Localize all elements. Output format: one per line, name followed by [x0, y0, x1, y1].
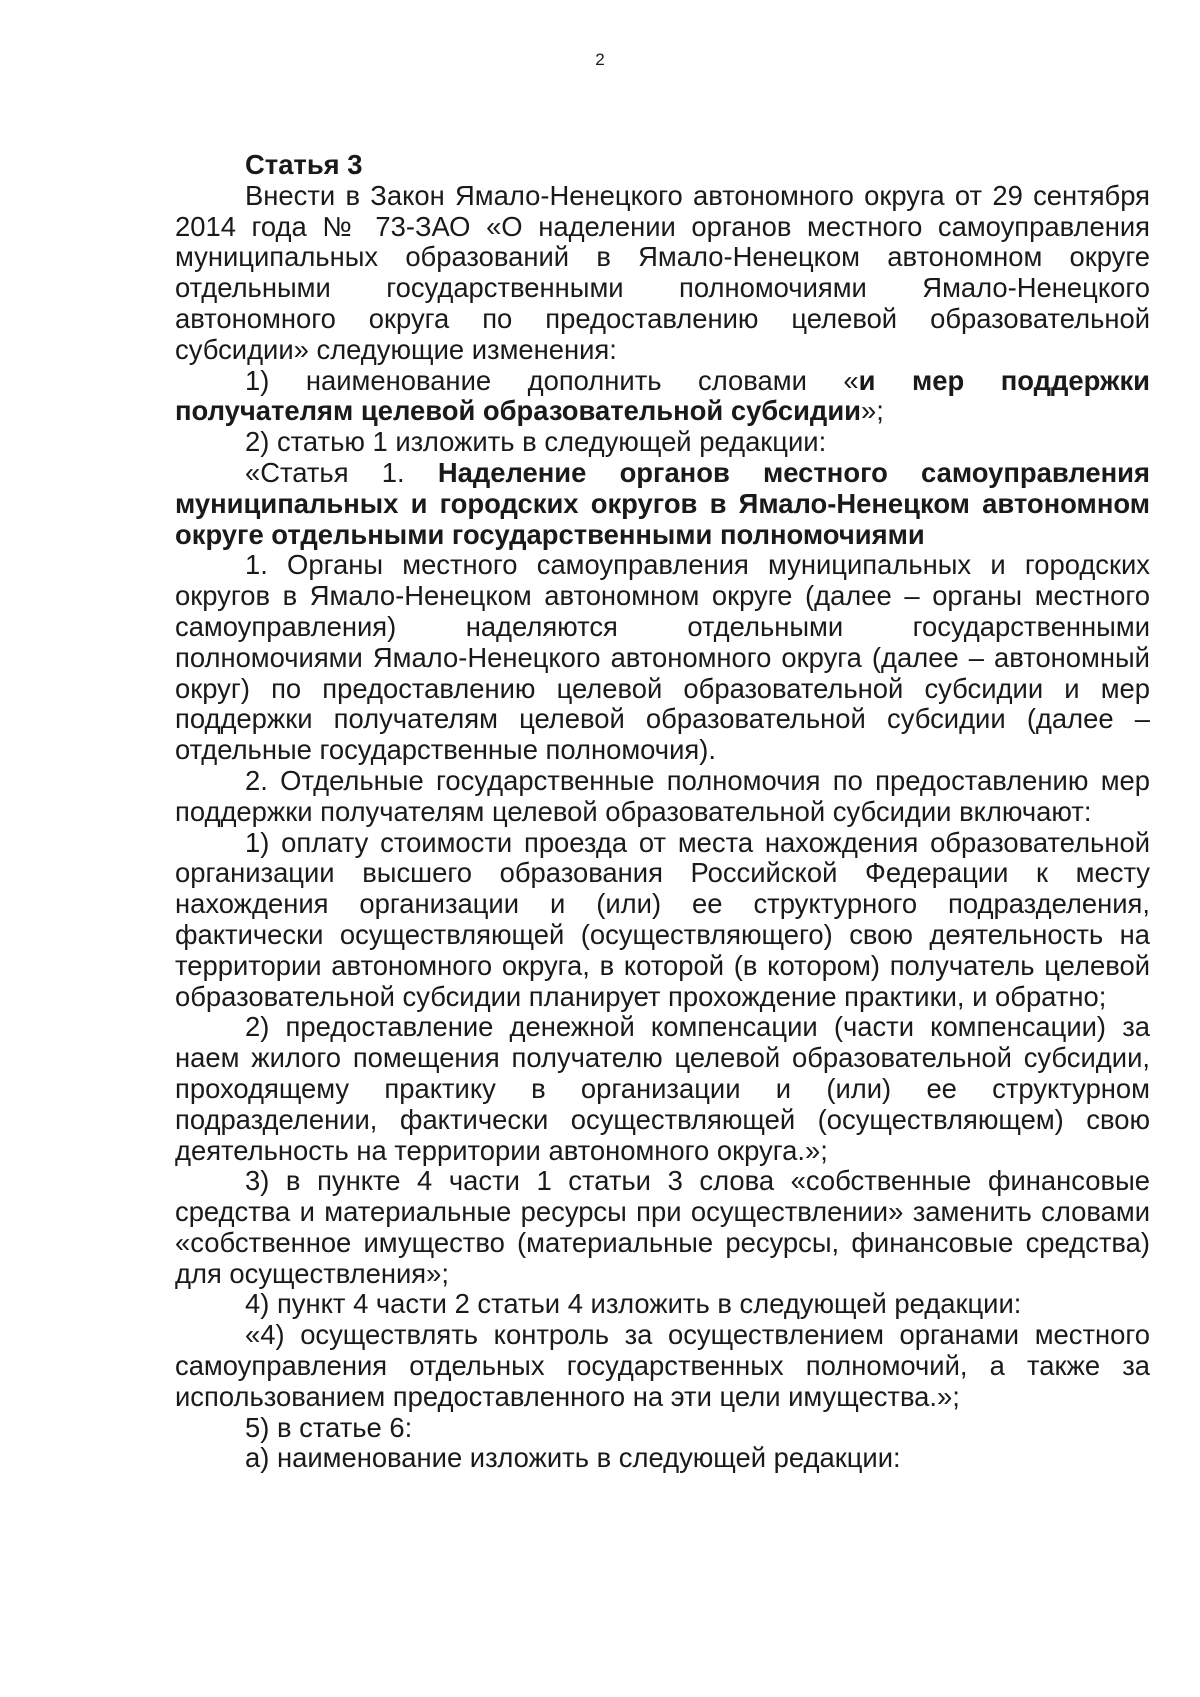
page-number: 2: [595, 50, 605, 69]
article-1-heading: [175, 458, 1150, 550]
article-1-part-2-item-1: 1) оплату стоимости проезда от места нахождения образовательной организации высшего образования Российской Федерации к месту нахождения организации и (или) ее структурного подразделения, фактически осуществляющей (осуществляющего) свою деятельность на территории автономного округа, в которой (в котором) получатель целевой образовательной субсидии планирует прохождение практики, и обратно;: [175, 826, 1150, 1012]
article-heading: Статья 3: [245, 149, 363, 180]
article-1-part-1: 1. Органы местного самоуправления муниципальных и городских округов в Ямало-Ненецком автономном округе (далее – органы местного самоуправления) наделяются отдельными государственными полномочиями Ямало-Ненецкого автономного округа (далее – автономный округ) по предоставлению целевой образовательной субсидии и мер поддержки получателям целевой образовательной субсидии (далее – отдельные государственные полномочия).: [175, 549, 1150, 766]
amendment-item-4-quote: «4) осуществлять контроль за осуществлением органами местного самоуправления отдельных государственных полномочий, а также за использованием предоставленного на эти цели имущества.»;: [175, 1319, 1150, 1412]
amendment-item-4: 4) пункт 4 части 2 статьи 4 изложить в следующей редакции:: [245, 1288, 1022, 1320]
amendment-item-2: 2) статью 1 изложить в следующей редакции:: [245, 426, 827, 458]
document-body: [175, 150, 1150, 1474]
item1-prefix: 1) наименование дополнить словами «: [245, 364, 859, 396]
article-1-part-2: 2. Отдельные государственные полномочия по предоставлению мер поддержки получателям целевой образовательной субсидии включают:: [175, 764, 1150, 827]
article-1-title: Наделение органов местного самоуправления муниципальных и городских округов в Ямало-Ненецком автономном округе отдельными государственными полномочиями: [175, 456, 1150, 550]
item1-suffix: »;: [861, 395, 884, 427]
amendment-item-5: 5) в статье 6:: [245, 1411, 413, 1443]
article-1-prefix: «Статья 1.: [245, 456, 438, 488]
item1-bold-text: и мер поддержки получателям целевой образовательной субсидии: [175, 364, 1151, 427]
article-1-part-2-item-2: 2) предоставление денежной компенсации (части компенсации) за наем жилого помещения получателю целевой образовательной субсидии, проходящему практику в организации и (или) ее структурном подразделении, фактически осуществляющей (осуществляющем) свою деятельность на территории автономного округа.»;: [175, 1011, 1150, 1166]
amendment-item-3: 3) в пункте 4 части 1 статьи 3 слова «собственные финансовые средства и материальные ресурсы при осуществлении» заменить словами «собственное имущество (материальные ресурсы, финансовые средства) для осуществления»;: [175, 1165, 1150, 1289]
amendment-item-1: [175, 366, 1150, 428]
amendment-item-5a: а) наименование изложить в следующей редакции:: [245, 1442, 901, 1474]
intro-paragraph: Внести в Закон Ямало-Ненецкого автономного округа от 29 сентября 2014 года № 73-ЗАО «О наделении органов местного самоуправления муниципальных образований в Ямало-Ненецком автономном округе отдельными государственными полномочиями Ямало-Ненецкого автономного округа по предоставлению целевой образовательной субсидии» следующие изменения:: [175, 179, 1150, 365]
